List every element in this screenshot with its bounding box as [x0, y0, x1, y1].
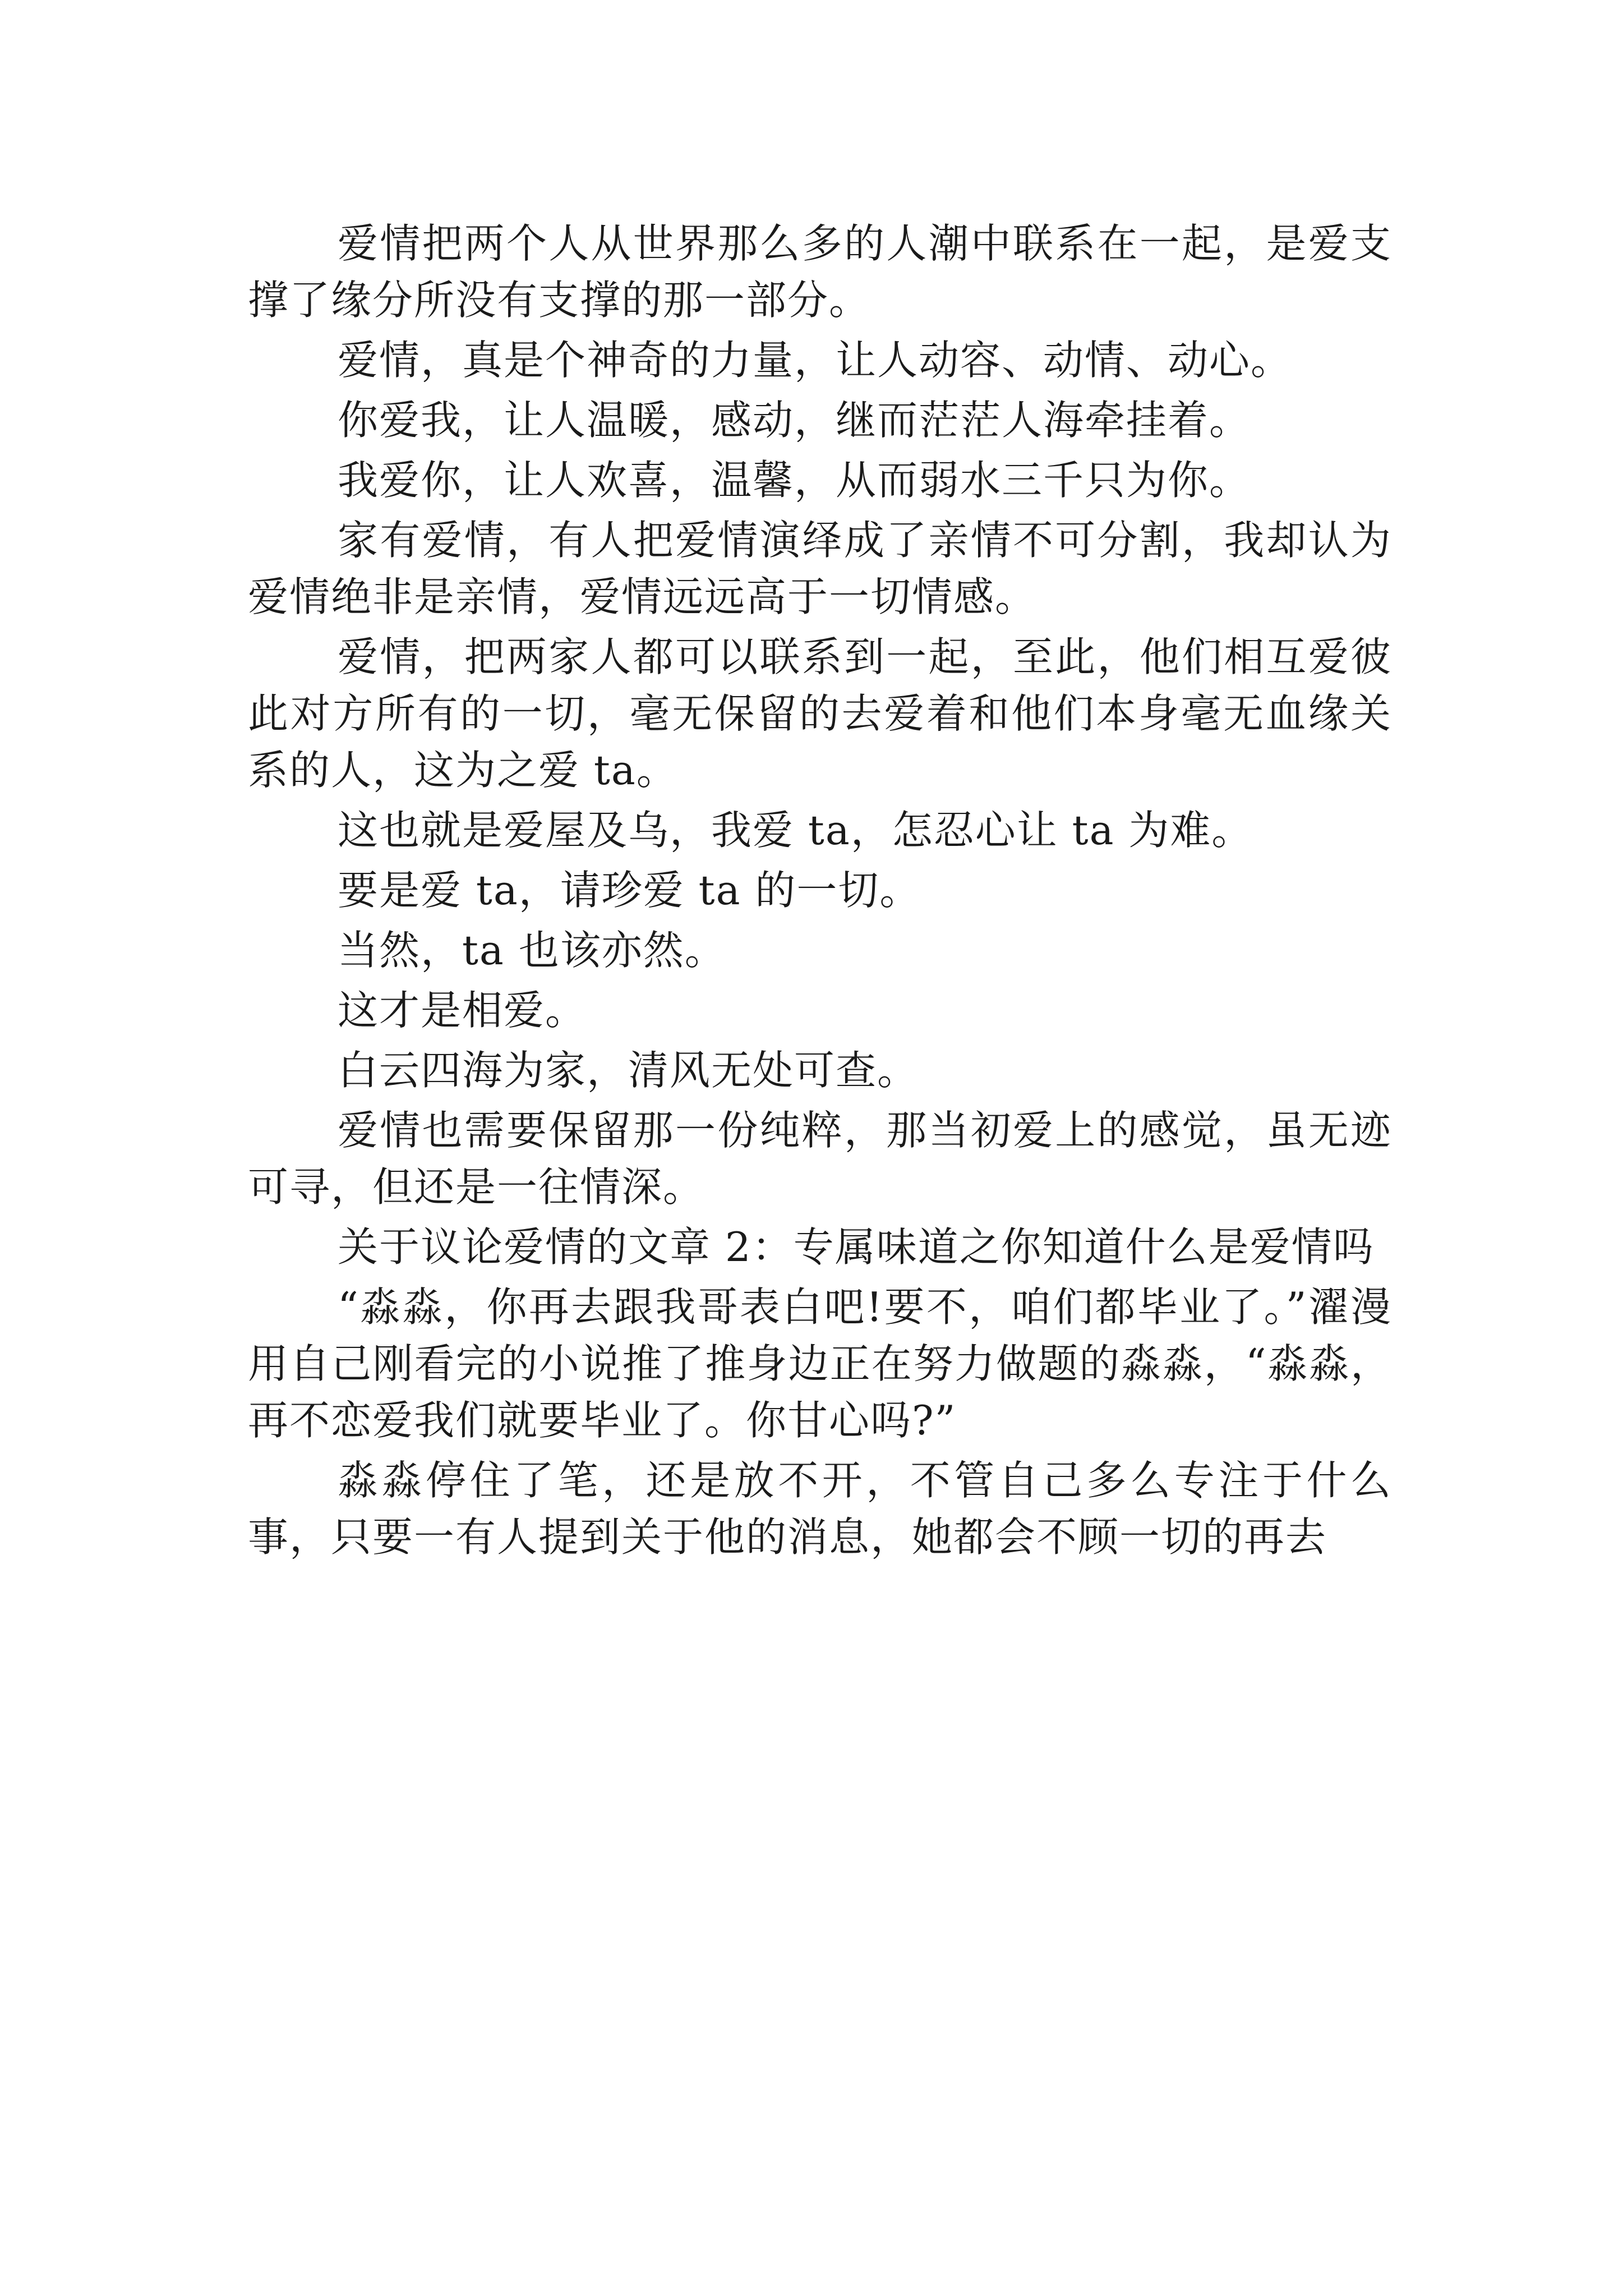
paragraph-15: 淼淼停住了笔，还是放不开，不管自己多么专注于什么事，只要一有人提到关于他的消息，她都会不顾一切的再去: [248, 1457, 1392, 1561]
document-body: [248, 215, 1392, 1569]
paragraph-14: “淼淼，你再去跟我哥表白吧!要不，咱们都毕业了。”濯漫用自己刚看完的小说推了推身边正在努力做题的淼淼，“淼淼，再不恋爱我们就要毕业了。你甘心吗?”: [248, 1283, 1392, 1444]
paragraph-6: 爱情，把两家人都可以联系到一起，至此，他们相互爱彼此对方所有的一切，毫无保留的去爱着和他们本身毫无血缘关系的人，这为之爱 ta。: [248, 633, 1392, 794]
paragraph-11: 白云四海为家，清风无处可查。: [338, 1047, 919, 1094]
paragraph-4: 我爱你，让人欢喜，温馨，从而弱水三千只为你。: [338, 457, 1251, 504]
paragraph-12: 爱情也需要保留那一份纯粹，那当初爱上的感觉，虽无迹可寻，但还是一往情深。: [248, 1107, 1392, 1211]
paragraph-3: 你爱我，让人温暖，感动，继而茫茫人海牵挂着。: [338, 397, 1251, 444]
paragraph-5: 家有爱情，有人把爱情演绎成了亲情不可分割，我却认为爱情绝非是亲情，爱情远远高于一切情感。: [248, 517, 1392, 620]
section-heading: 关于议论爱情的文章 2：专属味道之你知道什么是爱情吗: [338, 1223, 1375, 1271]
paragraph-9: 当然，ta 也该亦然。: [338, 927, 726, 974]
paragraph-7: 这也就是爱屋及乌，我爱 ta，怎忍心让 ta 为难。: [338, 807, 1253, 854]
paragraph-8: 要是爱 ta，请珍爱 ta 的一切。: [338, 867, 921, 914]
paragraph-2: 爱情，真是个神奇的力量，让人动容、动情、动心。: [338, 337, 1293, 384]
paragraph-10: 这才是相爱。: [338, 987, 587, 1034]
paragraph-1: 爱情把两个人从世界那么多的人潮中联系在一起，是爱支撑了缘分所没有支撑的那一部分。: [248, 220, 1392, 324]
